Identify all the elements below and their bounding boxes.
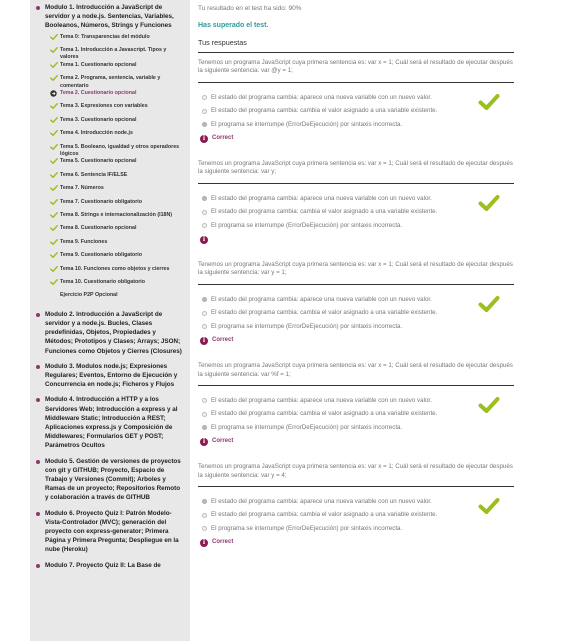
sidebar-item[interactable]: [30, 90, 180, 103]
feedback: [200, 134, 514, 144]
sidebar-item-label: Tema 10. Funciones como objetos y cierres: [60, 265, 170, 272]
question-block: [198, 362, 514, 447]
check-icon: [50, 116, 58, 124]
sidebar-item-label: Tema 10. Cuestionario obligatorio: [60, 278, 145, 285]
module-bullet-icon: [36, 460, 40, 464]
option-label: El programa se interrumpe (ErrorDeEjecución) por sintaxis incorrecta.: [211, 221, 403, 229]
sidebar-item[interactable]: [30, 279, 180, 292]
question-block: [198, 59, 514, 144]
radio-button[interactable]: [202, 311, 207, 316]
check-icon: [50, 46, 58, 54]
answer-option[interactable]: [202, 525, 442, 533]
feedback: [200, 336, 514, 346]
question-text: Tenemos un programa JavaScript cuya primera sentencia es: var x = 1; Cuál será el resultado de ejecutar después la siguiente sentencia: var y;: [198, 160, 514, 184]
radio-button[interactable]: [202, 95, 207, 100]
radio-button[interactable]: [202, 324, 207, 329]
sidebar-item-label: Tema 3. Expresiones con variables: [60, 103, 148, 110]
answer-option[interactable]: [202, 511, 442, 519]
question-text: Tenemos un programa JavaScript cuya primera sentencia es: var x = 1; Cuál será el resultado de ejecutar después la siguiente sentencia: var y = 1;: [198, 261, 514, 285]
option-label: El programa se interrumpe (ErrorDeEjecución) por sintaxis incorrecta.: [211, 322, 403, 330]
question-text: Tenemos un programa JavaScript cuya primera sentencia es: var x = 1; Cuál será el resultado de ejecutar después la siguiente sentencia: var y = 4;: [198, 463, 514, 487]
check-icon: [50, 143, 58, 151]
answer-option[interactable]: [202, 222, 442, 230]
radio-button[interactable]: [202, 122, 207, 127]
answer-options: [202, 498, 442, 533]
sidebar-item[interactable]: [30, 185, 180, 198]
module-bullet-icon: [36, 512, 40, 516]
sidebar-item[interactable]: [30, 47, 180, 62]
question-block: [198, 160, 514, 245]
sidebar-item-label: Tema 7. Números: [60, 185, 104, 192]
info-icon: i: [200, 135, 208, 143]
check-icon: [50, 129, 58, 137]
sidebar-item-label: Tema 8. Cuestionario opcional: [60, 225, 137, 232]
radio-button[interactable]: [202, 425, 207, 430]
check-icon: [50, 157, 58, 165]
sidebar-item-label: Tema 1. Cuestionario opcional: [60, 61, 137, 68]
sidebar-item-label: Tema 5. Booleano, igualdad y otros operadores lógicos: [60, 143, 180, 157]
sidebar-module[interactable]: [30, 457, 184, 503]
sidebar-item-label: Tema 5. Cuestionario opcional: [60, 158, 137, 165]
answer-option[interactable]: [202, 309, 442, 317]
answer-option[interactable]: [202, 195, 442, 203]
feedback-text: Correct: [212, 438, 234, 445]
sidebar-item-label: Ejercicio P2P Opcional: [60, 292, 118, 299]
module-title: Modulo 6. Proyecto Quiz I: Patrón Modelo-Vista-Controlador (MVC); generación del proyecto con express-generator; Primera Página y Primera Pregunta; Despliegue en la nube (Heroku): [45, 509, 179, 554]
radio-button[interactable]: [202, 210, 207, 215]
radio-button[interactable]: [202, 223, 207, 228]
answer-option[interactable]: [202, 410, 442, 418]
check-icon: [50, 251, 58, 259]
option-label: El estado del programa cambia: aparece una nueva variable con un nuevo valor.: [211, 295, 432, 303]
feedback: [200, 538, 514, 548]
sidebar-item-label: Tema 8. Strings e internacionalización (I18N): [60, 211, 173, 218]
correct-check-icon: [478, 295, 500, 313]
check-icon: [50, 184, 58, 192]
sidebar-item[interactable]: [30, 239, 180, 252]
module-bullet-icon: [36, 6, 40, 10]
sidebar-module[interactable]: [30, 362, 184, 390]
check-icon: [50, 238, 58, 246]
sidebar-item-label: Tema 6. Sentencia IF/ELSE: [60, 171, 128, 178]
course-sidebar: [30, 0, 190, 641]
sidebar-item-label: Tema 2. Programa, sentencia, variable y comentario: [60, 75, 161, 89]
sidebar-item[interactable]: [30, 144, 180, 159]
check-icon: [50, 198, 58, 206]
question-block: [198, 261, 514, 346]
check-icon: [50, 265, 58, 273]
module-title: Modulo 7. Proyecto Quiz II: La Base de: [45, 561, 161, 569]
sidebar-item-label: Tema 0: Transparencias del módulo: [60, 33, 150, 40]
sidebar-item[interactable]: [30, 103, 180, 116]
module-bullet-icon: [36, 564, 40, 568]
info-icon: i: [200, 539, 208, 547]
sidebar-item-label: Tema 7. Cuestionario obligatorio: [60, 198, 143, 205]
check-icon: [50, 61, 58, 69]
feedback: [200, 235, 514, 245]
answer-option[interactable]: [202, 296, 442, 304]
sidebar-item[interactable]: [30, 212, 180, 225]
answer-option[interactable]: [202, 107, 442, 115]
correct-check-icon: [478, 497, 500, 515]
score-text: Tu resultado en el test ha sido: 90%: [198, 5, 302, 12]
radio-button[interactable]: [202, 398, 207, 403]
correct-check-icon: [478, 93, 500, 111]
sidebar-item[interactable]: [30, 225, 180, 238]
sidebar-item-label: Tema 2. Cuestionario opcional: [60, 90, 137, 97]
module-title: Modulo 3. Modulos node.js; Expresiones Regulares; Eventos, Entorno de Ejecución y Concurrencia en node.js; Ficheros y Flujos: [45, 362, 178, 389]
option-label: El estado del programa cambia: cambia el valor asignado a una variable existente.: [211, 511, 438, 519]
questions-list: [198, 59, 514, 548]
sidebar-item[interactable]: [30, 62, 180, 75]
passed-message: Has superado el test.: [198, 22, 269, 29]
option-label: El estado del programa cambia: cambia el valor asignado a una variable existente.: [211, 410, 438, 418]
sidebar-item[interactable]: [30, 292, 180, 305]
sidebar-item[interactable]: [30, 172, 180, 185]
module-bullet-icon: [36, 313, 40, 317]
option-label: El estado del programa cambia: aparece una nueva variable con un nuevo valor.: [211, 497, 432, 505]
radio-button[interactable]: [202, 109, 207, 114]
module-title: Modulo 1. Introducción a JavaScript de servidor y a node.js. Sentencias, Variables, Booleanos, Números, Strings y Funciones: [45, 4, 174, 30]
radio-button[interactable]: [202, 297, 207, 302]
answer-option[interactable]: [202, 323, 442, 331]
answer-options: [202, 397, 442, 432]
module-title: Modulo 2. Introducción a JavaScript de servidor y a node.js. Bucles, Clases predefinidas, Objetos, Propiedades y Métodos; Prototipos y Clases; Arrays; JSON; Funciones como Objetos y Cierres (Closures): [45, 310, 182, 355]
sidebar-item[interactable]: [30, 117, 180, 130]
check-icon: [50, 171, 58, 179]
module-bullet-icon: [36, 398, 40, 402]
module-title: Modulo 4. Introducción a HTTP y a los Servidores Web; Introducción a express y al Middleware Static; Introducción a REST; Aplicaciones express.js y Composición de Middlewares; Formularios GET y POST; Parámetros Ocultos: [45, 396, 178, 450]
module-bullet-icon: [36, 365, 40, 369]
answers-heading: Tus respuestas: [198, 38, 514, 53]
answer-option[interactable]: [202, 397, 442, 405]
check-icon: [50, 278, 58, 286]
question-text: Tenemos un programa JavaScript cuya primera sentencia es: var x = 1; Cuál será el resultado de ejecutar después la siguiente sentencia: var @y = 1;: [198, 59, 514, 83]
correct-check-icon: [478, 396, 500, 414]
check-icon: [50, 224, 58, 232]
other-modules: [30, 310, 190, 570]
answer-option[interactable]: [202, 208, 442, 216]
radio-button[interactable]: [202, 412, 207, 417]
option-label: El estado del programa cambia: cambia el valor asignado a una variable existente.: [211, 208, 438, 216]
question-text: Tenemos un programa JavaScript cuya primera sentencia es: var x = 1; Cuál será el resultado de ejecutar después la siguiente sentencia: var %f = 1;: [198, 362, 514, 386]
correct-check-icon: [478, 194, 500, 212]
check-icon: [50, 33, 58, 41]
option-label: El programa se interrumpe (ErrorDeEjecución) por sintaxis incorrecta.: [211, 120, 403, 128]
sidebar-item-label: Tema 1. Introducción a Javascript. Tipos y valores: [60, 47, 167, 61]
option-label: El estado del programa cambia: cambia el valor asignado a una variable existente.: [211, 107, 438, 115]
info-icon: i: [200, 337, 208, 345]
feedback: [200, 437, 514, 447]
feedback-text: Correct: [212, 539, 234, 546]
option-label: El programa se interrumpe (ErrorDeEjecución) por sintaxis incorrecta.: [211, 423, 403, 431]
sidebar-item[interactable]: [30, 199, 180, 212]
radio-button[interactable]: [202, 513, 207, 518]
answer-options: [202, 195, 442, 230]
sidebar-module[interactable]: [30, 561, 184, 570]
sidebar-item[interactable]: [30, 75, 180, 90]
option-label: El estado del programa cambia: aparece una nueva variable con un nuevo valor.: [211, 194, 432, 202]
check-icon: [50, 74, 58, 82]
module-1-items: [30, 34, 190, 306]
sidebar-item[interactable]: [30, 252, 180, 265]
answer-options: [202, 94, 442, 129]
option-label: El programa se interrumpe (ErrorDeEjecución) por sintaxis incorrecta.: [211, 524, 403, 532]
sidebar-item[interactable]: [30, 130, 180, 143]
current-item-icon: [50, 90, 57, 97]
sidebar-item-label: Tema 9. Funciones: [60, 238, 108, 245]
radio-button[interactable]: [202, 499, 207, 504]
sidebar-item-label: Tema 4. Introducción node.js: [60, 130, 133, 137]
sidebar-module[interactable]: [30, 395, 184, 450]
question-block: [198, 463, 514, 548]
feedback-text: Correct: [212, 135, 234, 142]
option-label: El estado del programa cambia: cambia el valor asignado a una variable existente.: [211, 309, 438, 317]
sidebar-item[interactable]: [30, 158, 180, 171]
sidebar-item-label: Tema 9. Cuestionario obligatorio: [60, 252, 143, 259]
feedback-text: Correct: [212, 337, 234, 344]
sidebar-module-1[interactable]: [30, 3, 184, 31]
sidebar-module[interactable]: [30, 509, 184, 555]
info-icon: i: [200, 236, 208, 244]
radio-button[interactable]: [202, 196, 207, 201]
option-label: El estado del programa cambia: aparece una nueva variable con un nuevo valor.: [211, 396, 432, 404]
answer-option[interactable]: [202, 121, 442, 129]
check-icon: [50, 102, 58, 110]
sidebar-module[interactable]: [30, 310, 184, 356]
answer-option[interactable]: [202, 424, 442, 432]
module-title: Modulo 5. Gestión de versiones de proyectos con git y GITHUB; Proyecto, Espacio de Trabajo y Versiones (Commit); Arboles y Ramas de un proyecto; Repositorios Remoto y colaboración a través de GITHUB: [45, 457, 181, 502]
sidebar-item[interactable]: [30, 266, 180, 279]
option-label: El estado del programa cambia: aparece una nueva variable con un nuevo valor.: [211, 93, 432, 101]
answer-option[interactable]: [202, 94, 442, 102]
sidebar-item[interactable]: [30, 34, 180, 47]
answer-options: [202, 296, 442, 331]
answer-option[interactable]: [202, 498, 442, 506]
radio-button[interactable]: [202, 526, 207, 531]
quiz-results: [198, 0, 514, 641]
check-icon: [50, 211, 58, 219]
sidebar-item-label: Tema 3. Cuestionario opcional: [60, 116, 137, 123]
info-icon: i: [200, 438, 208, 446]
